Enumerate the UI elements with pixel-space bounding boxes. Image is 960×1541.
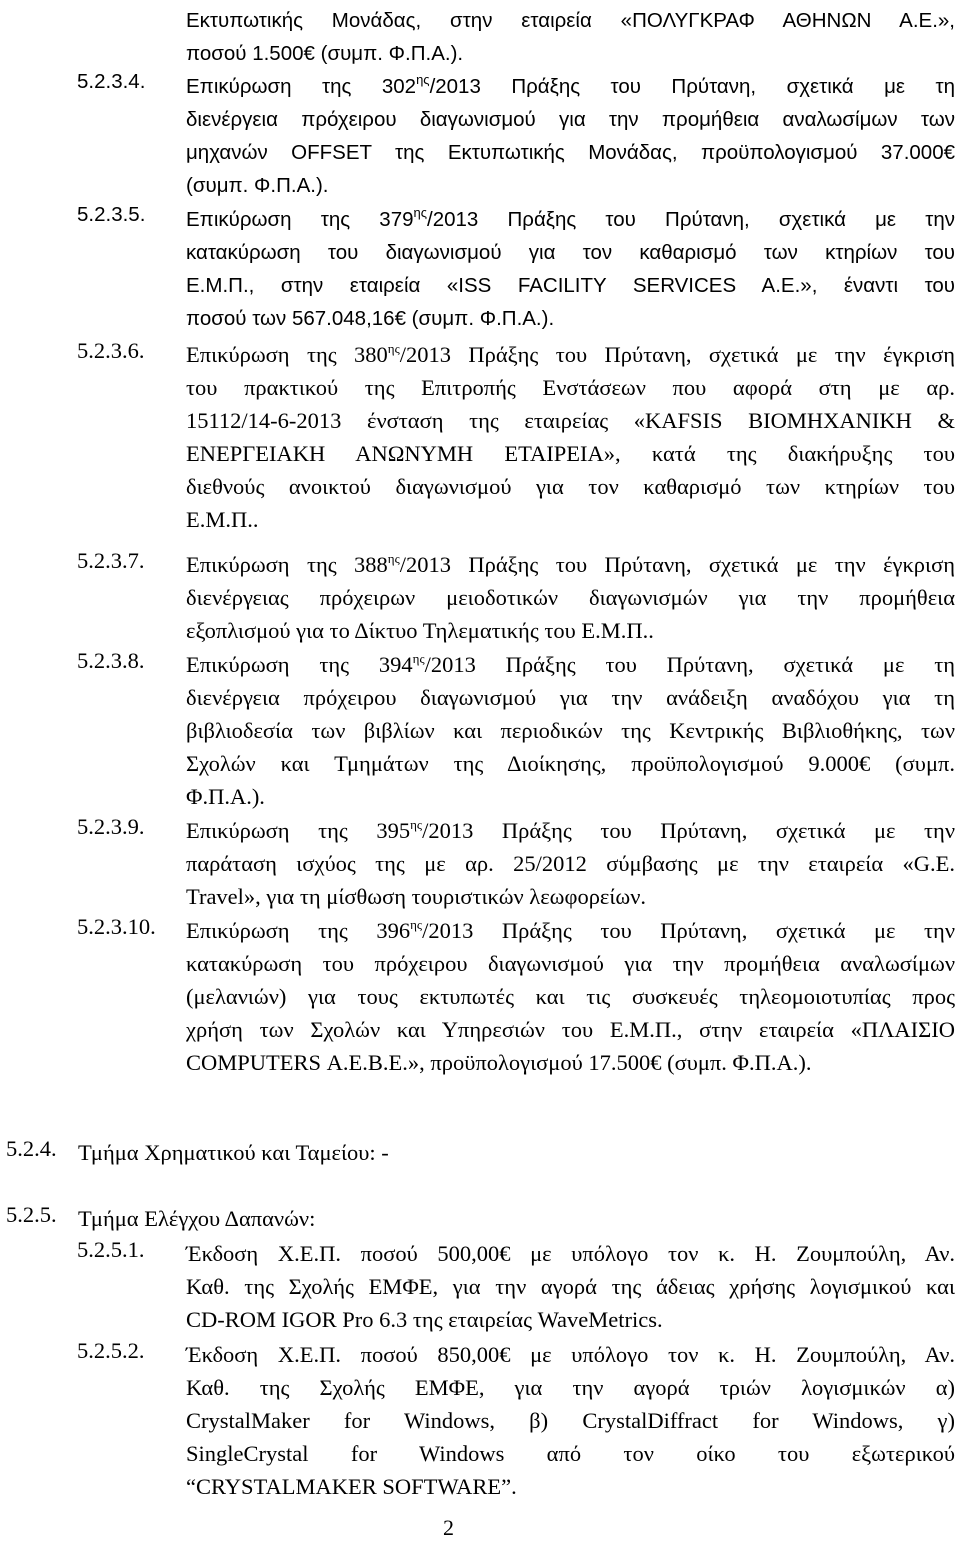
text-line: μηχανών OFFSET της Εκτυπωτικής Μονάδας, προϋπολογισμού 37.000€ bbox=[186, 141, 955, 164]
item-number: 5.2.4. bbox=[6, 1136, 57, 1161]
item-number: 5.2.3.4. bbox=[77, 70, 146, 93]
text-line: “CRYSTALMAKER SOFTWARE”. bbox=[186, 1474, 517, 1499]
item-text bbox=[186, 648, 955, 813]
text-line: Έκδοση Χ.Ε.Π. ποσού 500,00€ με υπόλογο τον κ. Η. Ζουμπούλη, Αν. bbox=[186, 1241, 955, 1266]
text-line: χρήση των Σχολών και Υπηρεσιών του Ε.Μ.Π., στην εταιρεία «ΠΛΑΙΣΙΟ bbox=[186, 1017, 955, 1042]
item-text bbox=[78, 1136, 955, 1169]
text-line: Εκτυπωτικής Μονάδας, στην εταιρεία «ΠΟΛΥΓΚΡΑΦ ΑΘΗΝΩΝ Α.Ε.», bbox=[186, 9, 955, 32]
text-line: CD-ROM IGOR Pro 6.3 της εταιρείας WaveMetrics. bbox=[186, 1307, 663, 1332]
item-number: 5.2.3.6. bbox=[77, 338, 145, 363]
superscript-suffix: ης bbox=[410, 917, 423, 932]
item-text bbox=[186, 814, 955, 913]
text-line: COMPUTERS Α.Ε.Β.Ε.», προϋπολογισμού 17.500€ (συμπ. Φ.Π.Α.). bbox=[186, 1050, 812, 1075]
text-line: κατακύρωση του πρόχειρου διαγωνισμού για την προμήθεια αναλωσίμων bbox=[186, 951, 955, 976]
text-line: Καθ. της Σχολής ΕΜΦΕ, για την αγορά τριών λογισμικών α) bbox=[186, 1375, 955, 1400]
item-number: 5.2.3.7. bbox=[77, 548, 145, 573]
text-line: 15112/14-6-2013 ένσταση της εταιρείας «KAFSIS ΒΙΟΜΗΧΑΝΙΚΗ & bbox=[186, 408, 955, 433]
item-text bbox=[186, 548, 955, 647]
text-line: Καθ. της Σχολής ΕΜΦΕ, για την αγορά της άδειας χρήσης λογισμικού και bbox=[186, 1274, 955, 1299]
superscript-suffix: ης bbox=[387, 551, 400, 566]
text-line: διενέργεια πρόχειρου διαγωνισμού για την προμήθεια αναλωσίμων των bbox=[186, 108, 955, 131]
superscript-suffix: ης bbox=[413, 205, 427, 220]
text-line: ποσού 1.500€ (συμπ. Φ.Π.Α.). bbox=[186, 42, 464, 65]
text-line: Σχολών και Τμημάτων της Διοίκησης, προϋπολογισμού 9.000€ (συμπ. bbox=[186, 751, 955, 776]
item-text bbox=[186, 4, 955, 70]
item-text bbox=[186, 203, 955, 335]
text-line: Επικύρωση της $394^{\eta\varsigma}/2013$ Πράξης του Πρύτανη, σχετικά με τη bbox=[186, 651, 955, 677]
text-line: Travel», για τη μίσθωση τουριστικών λεωφορείων. bbox=[186, 884, 647, 909]
text-line: κατακύρωση του διαγωνισμού για τον καθαρισμό των κτηρίων του bbox=[186, 241, 955, 264]
text-line: SingleCrystal for Windows από τον οίκο του εξωτερικού bbox=[186, 1441, 955, 1466]
text-line: Φ.Π.Α.). bbox=[186, 784, 265, 809]
text-line: Επικύρωση της $396^{\eta\varsigma}/2013$ Πράξης του Πρύτανη, σχετικά με την bbox=[186, 917, 955, 943]
text-line: Επικύρωση της $379^{\eta\varsigma}/2013$ Πράξης του Πρύτανη, σχετικά με την bbox=[186, 205, 956, 231]
item-text bbox=[186, 1338, 955, 1503]
text-line: Έκδοση Χ.Ε.Π. ποσού 850,00€ με υπόλογο τον κ. Η. Ζουμπούλη, Αν. bbox=[186, 1342, 955, 1367]
item-text bbox=[78, 1202, 955, 1235]
superscript-suffix: ης bbox=[410, 817, 423, 832]
text-line: διενέργεια πρόχειρου διαγωνισμού για την ανάδειξη αναδόχου για τη bbox=[186, 685, 955, 710]
text-line: διεθνούς ανοικτού διαγωνισμού για τον καθαρισμό των κτηρίων του bbox=[186, 474, 955, 499]
text-line: βιβλιοδεσία των βιβλίων και περιοδικών της Κεντρικής Βιβλιοθήκης, των bbox=[186, 718, 955, 743]
text-line: Τμήμα Χρηματικού και Ταμείου: - bbox=[78, 1140, 389, 1165]
text-line: (μελανιών) για τους εκτυπωτές και τις συσκευές τηλεομοιοτυπίας προς bbox=[186, 984, 955, 1009]
superscript-suffix: ης bbox=[416, 72, 430, 87]
item-number: 5.2.5.2. bbox=[77, 1338, 145, 1363]
text-line: Επικύρωση της $380^{\eta\varsigma}/2013$ Πράξης του Πρύτανη, σχετικά με την έγκριση bbox=[186, 341, 955, 367]
text-line: Τμήμα Ελέγχου Δαπανών: bbox=[78, 1206, 316, 1231]
text-line: (συμπ. Φ.Π.Α.). bbox=[186, 174, 329, 197]
item-number: 5.2.5.1. bbox=[77, 1237, 145, 1262]
page-number: 2 bbox=[443, 1515, 454, 1540]
item-text bbox=[186, 70, 955, 202]
text-line: ΕΝΕΡΓΕΙΑΚΗ ΑΝΩΝΥΜΗ ΕΤΑΙΡΕΙΑ», κατά της διακήρυξης του bbox=[186, 441, 955, 466]
text-line: Επικύρωση της $395^{\eta\varsigma}/2013$ Πράξης του Πρύτανη, σχετικά με την bbox=[186, 817, 955, 843]
item-number: 5.2.5. bbox=[6, 1202, 57, 1227]
text-line: ποσού των 567.048,16€ (συμπ. Φ.Π.Α.). bbox=[186, 307, 555, 330]
text-line: παράταση ισχύος της με αρ. 25/2012 σύμβασης με την εταιρεία «G.E. bbox=[186, 851, 955, 876]
item-text bbox=[186, 1237, 955, 1336]
text-line: Ε.Μ.Π., στην εταιρεία «ISS FACILITY SERVICES A.E.», έναντι του bbox=[186, 274, 955, 297]
text-line: Επικύρωση της $388^{\eta\varsigma}/2013$ Πράξης του Πρύτανη, σχετικά με την έγκριση bbox=[186, 551, 955, 577]
item-number: 5.2.3.10. bbox=[77, 914, 156, 939]
text-line: Επικύρωση της $302^{\eta\varsigma}/2013$ Πράξης του Πρύτανη, σχετικά με τη bbox=[186, 72, 956, 98]
superscript-suffix: ης bbox=[412, 651, 425, 666]
item-text bbox=[186, 914, 955, 1079]
text-line: εξοπλισμού για το Δίκτυο Τηλεματικής του Ε.Μ.Π.. bbox=[186, 618, 654, 643]
item-text bbox=[186, 338, 955, 536]
text-line: Ε.Μ.Π.. bbox=[186, 507, 259, 532]
item-number: 5.2.3.9. bbox=[77, 814, 145, 839]
superscript-suffix: ης bbox=[387, 341, 400, 356]
text-line: CrystalMaker for Windows, β) CrystalDiffract for Windows, γ) bbox=[186, 1408, 955, 1433]
text-line: του πρακτικού της Επιτροπής Ενστάσεων που αφορά στη με αρ. bbox=[186, 375, 955, 400]
item-number: 5.2.3.5. bbox=[77, 203, 146, 226]
item-number: 5.2.3.8. bbox=[77, 648, 145, 673]
text-line: διενέργειας πρόχειρων μειοδοτικών διαγωνισμών για την προμήθεια bbox=[186, 585, 955, 610]
